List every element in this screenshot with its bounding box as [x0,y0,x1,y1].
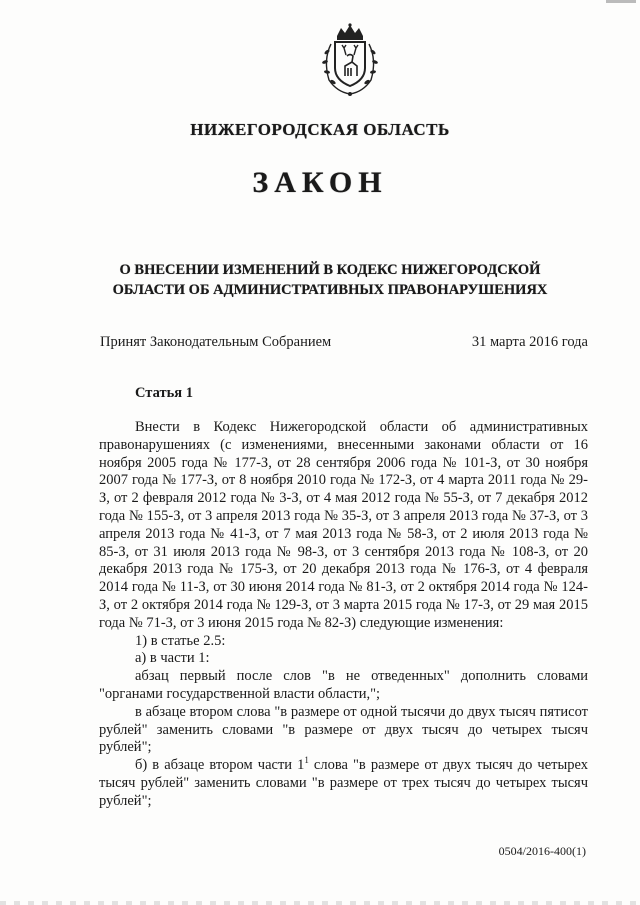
article-heading: Статья 1 [135,385,193,401]
paragraph-text: б) в абзаце втором части 1 [135,757,305,774]
body-paragraph: 1) в статье 2.5: [135,632,226,649]
document-type-title: ЗАКОН [252,166,388,199]
document-number: 0504/2016-400(1) [498,844,586,858]
adoption-line [100,334,588,351]
superscript-index: 1 [304,755,309,766]
body-paragraph: Внести в Кодекс Нижегородской области об административных правонарушениях (с изменениями, внесенными законами области от 16 ноября 2005 года № 177-З, от 28 сентября 2006 года № 101-З, от 30 ноября 2007 года № 177-З, от 8 ноября 2010 года № 172-З, от 4 марта 2011 года № 29-З, от 2 февраля 2012 года № 3-З, от 4 мая 2012 года № 55-З, от 7 декабря 2012 года № 155-З, от 3 апреля 2013 года № 35-З, от 3 апреля 2013 года № 37-З, от 3 апреля 2013 года № 41-З, от 7 мая 2013 года № 58-З, от 2 июля 2013 года № 85-З, от 31 июля 2013 года № 98-З, от 3 сентября 2013 года № 108-З, от 20 декабря 2013 года № 175-З, от 20 декабря 2013 года № 176-З, от 4 февраля 2014 года № 11-З, от 30 июня 2014 года № 81-З, от 2 октября 2014 года № 124-З, от 2 октября 2014 года № 129-З, от 3 марта 2015 года № 17-З, от 29 мая 2015 года № 71-З, от 3 июня 2015 года № 82-З) следующие изменения: [99,419,588,631]
paragraph-text: слова "в размере от двух тысяч до четырех тысяч рублей" заменить словами "в размере от трех тысяч до четырех тысяч рублей"; [99,757,588,809]
article-body [99,419,588,811]
body-paragraph [99,757,588,810]
region-heading: НИЖЕГОРОДСКАЯ ОБЛАСТЬ [190,120,450,139]
scan-artifact [0,901,640,905]
body-paragraph: а) в части 1: [135,650,210,667]
body-paragraph: в абзаце втором слова "в размере от одной тысячи до двух тысяч пятисот рублей" заменить словами "в размере от двух тысяч до четырех тысяч рублей"; [99,703,588,756]
adoption-date: 31 марта 2016 года [471,334,588,350]
adopted-by: Принят Законодательным Собранием [100,334,332,350]
coat-of-arms-icon [315,22,385,98]
law-subject-line: О ВНЕСЕНИИ ИЗМЕНЕНИЙ В КОДЕКС НИЖЕГОРОДСКОЙ [119,262,541,278]
law-subject [80,260,580,300]
law-subject-line: ОБЛАСТИ ОБ АДМИНИСТРАТИВНЫХ ПРАВОНАРУШЕНИЯХ [112,282,548,298]
body-paragraph: абзац первый после слов "в не отведенных" дополнить словами "органами государственной власти области,"; [99,668,588,702]
scan-artifact [606,0,636,3]
